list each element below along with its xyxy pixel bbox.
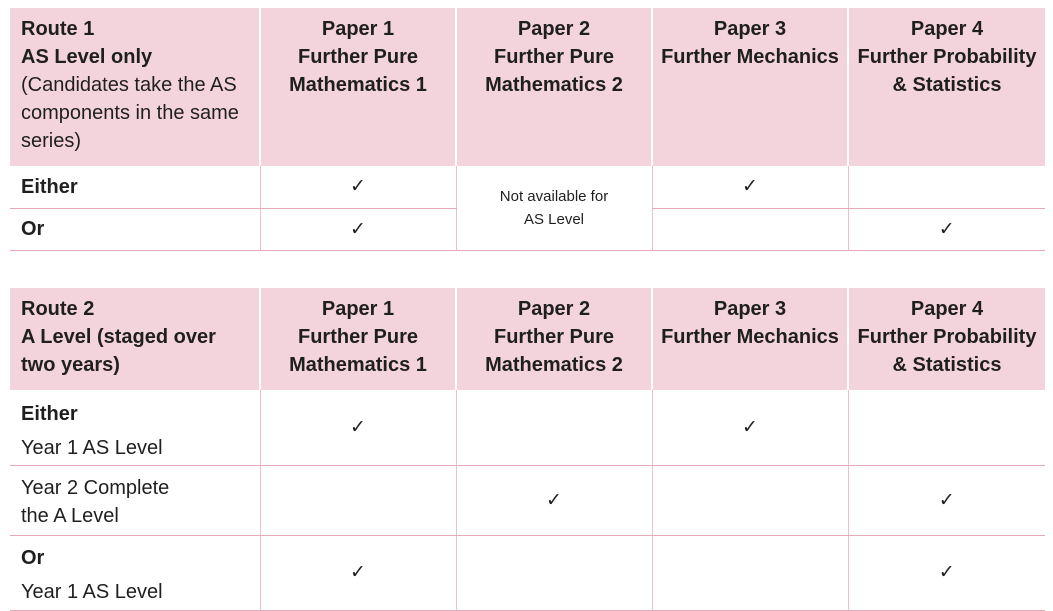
paper3-cell [652,390,848,465]
paper-name-line: Further Pure [493,46,615,68]
not-available-text: AS Level [523,210,585,228]
route2-subtitle-line: two years) [21,354,120,376]
row-label: Either [21,175,78,198]
paper2-header [456,288,652,390]
check-icon: ✓ [938,217,955,240]
row-label: Year 2 Complete [21,476,170,499]
paper-name-line: Further Probability [857,46,1037,68]
paper1-cell [260,465,456,535]
paper-number: Paper 2 [517,18,591,40]
paper-name-line: & Statistics [892,74,1002,96]
paper-name-line: Further Pure [493,326,615,348]
route2-title: Route 2 [21,298,95,320]
paper1-cell [260,390,456,465]
paper-number: Paper 1 [321,298,395,320]
row-label-cell [10,208,260,250]
row-label: Or [21,218,45,240]
paper1-cell [260,208,456,250]
paper4-header [848,8,1045,166]
paper4-cell [848,166,1045,208]
route2-subtitle-line: A Level (staged over [21,326,216,348]
check-icon: ✓ [742,415,758,438]
check-icon: ✓ [350,561,366,583]
paper-name-line: & Statistics [892,354,1002,376]
paper1-header [260,288,456,390]
not-available-text: Not available for [499,187,609,205]
route1-title: Route 1 [21,18,95,40]
table-row [10,535,1045,610]
row-label: Year 1 AS Level [21,437,163,459]
paper3-cell [652,166,848,208]
paper3-cell [652,535,848,610]
paper-name-line: Mathematics 1 [289,74,427,96]
row-label-cell [10,390,260,465]
paper4-header [848,288,1045,390]
paper3-header [652,8,848,166]
row-label: the A Level [21,504,119,527]
row-label-cell [10,535,260,610]
paper-number: Paper 4 [910,298,984,320]
route1-subtitle: AS Level only [21,46,153,68]
paper-name-line: Further Mechanics [661,326,839,348]
route1-header-cell [10,8,260,166]
paper-name-line: Further Mechanics [661,46,839,68]
paper-name-line: Mathematics 2 [485,74,623,96]
row-label-cell [10,166,260,208]
row-label: Year 1 AS Level [21,580,163,603]
route2-header-cell [10,288,260,390]
paper4-cell [848,535,1045,610]
paper2-header [456,8,652,166]
paper-number: Paper 3 [713,298,787,320]
row-label-cell [10,465,260,535]
paper4-cell [848,465,1045,535]
paper-name-line: Further Probability [857,326,1037,348]
table-row [10,465,1045,535]
check-icon: ✓ [350,415,366,438]
paper2-cell [456,465,652,535]
check-icon: ✓ [938,488,955,511]
paper1-header [260,8,456,166]
paper-number: Paper 3 [713,18,787,40]
check-icon: ✓ [350,175,366,198]
check-icon: ✓ [350,217,366,240]
table-row [10,390,1045,465]
check-icon: ✓ [546,488,562,511]
paper-number: Paper 2 [517,298,591,320]
route1-note-line: components in the same [21,102,239,124]
paper1-cell [260,535,456,610]
paper-number: Paper 1 [321,18,395,40]
route2-table [10,288,1045,611]
route1-table [10,8,1045,251]
check-icon: ✓ [742,175,758,198]
paper-name-line: Mathematics 1 [289,354,427,376]
row-label-bold: Either [21,403,78,425]
paper2-cell [456,390,652,465]
paper2-not-available-cell [456,166,652,250]
row-label-bold: Or [21,546,45,569]
paper4-cell [848,390,1045,465]
route1-header-row [10,8,1045,166]
paper-name-line: Mathematics 2 [485,354,623,376]
route1-note-line: series) [21,130,82,152]
paper-number: Paper 4 [910,18,984,40]
paper3-cell [652,208,848,250]
paper1-cell [260,166,456,208]
route2-header-row [10,288,1045,390]
paper-name-line: Further Pure [297,326,419,348]
paper4-cell [848,208,1045,250]
route1-note-line: (Candidates take the AS [21,74,237,96]
table-row [10,166,1045,208]
paper-name-line: Further Pure [297,46,419,68]
paper3-header [652,288,848,390]
check-icon: ✓ [938,561,955,583]
paper3-cell [652,465,848,535]
paper2-cell [456,535,652,610]
